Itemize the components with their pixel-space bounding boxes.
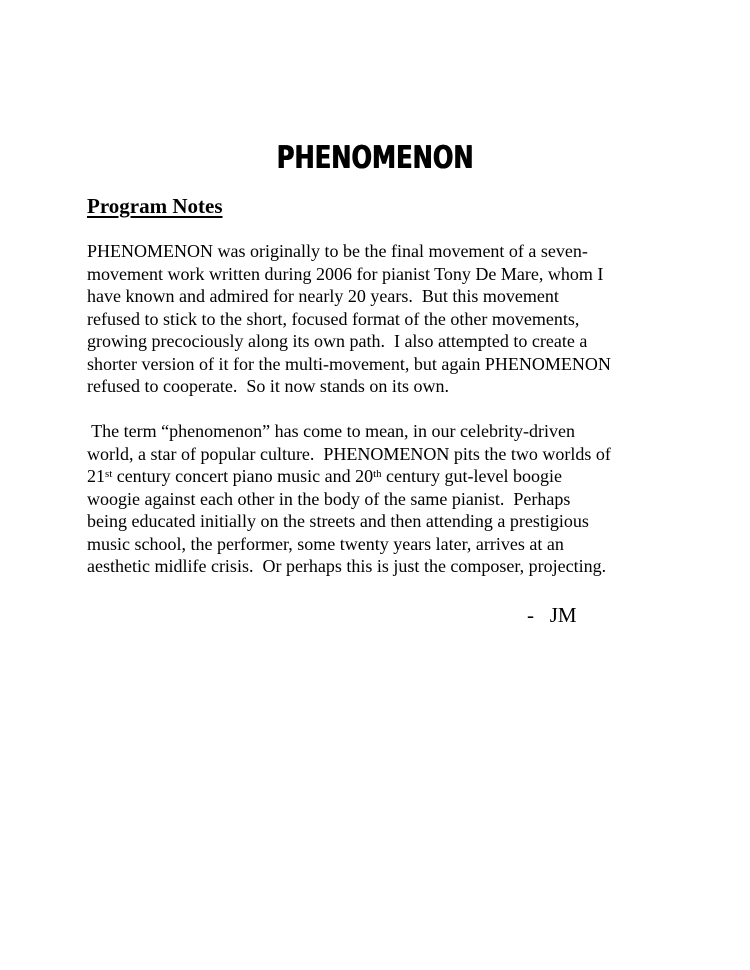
text-line <box>87 443 687 466</box>
text-line <box>87 308 687 331</box>
text-segment: century concert piano music and 20 <box>112 466 374 486</box>
superscript-ordinal: th <box>373 468 382 481</box>
text-segment: The term “phenomenon” has come to mean, in our celebrity-driven <box>87 421 575 441</box>
text-line <box>87 510 687 533</box>
text-segment: movement work written during 2006 for pianist Tony De Mare, whom I <box>87 263 604 284</box>
text-line <box>87 533 687 556</box>
text-line <box>87 375 687 398</box>
text-line <box>87 240 687 263</box>
text-segment: aesthetic midlife crisis. Or perhaps this is just the composer, projecting. <box>87 556 607 576</box>
document-title <box>0 140 750 176</box>
paragraph <box>87 420 687 578</box>
program-notes-heading: Program Notes <box>87 194 223 218</box>
text-segment: shorter version of it for the multi-movement, but again PHENOMENON <box>87 353 611 374</box>
text-line <box>87 465 687 488</box>
document-title-text: PHENOMENON <box>276 140 474 176</box>
document-body <box>87 240 687 578</box>
text-segment: refused to stick to the short, focused format of the other movements, <box>87 308 580 329</box>
text-segment: have known and admired for nearly 20 years. But this movement <box>87 286 559 306</box>
text-line <box>87 488 687 511</box>
text-line <box>87 555 687 578</box>
text-segment: 21 <box>87 466 105 486</box>
text-line <box>87 330 687 353</box>
text-line <box>87 353 687 376</box>
text-segment: world, a star of popular culture. PHENOMENON pits the two worlds of <box>87 443 611 464</box>
text-line <box>87 420 687 443</box>
composer-signature: - JM <box>527 603 577 627</box>
text-segment: growing precociously along its own path. I also attempted to create a <box>87 331 588 351</box>
text-segment: refused to cooperate. So it now stands on its own. <box>87 376 449 396</box>
paragraph <box>87 240 687 398</box>
superscript-ordinal: st <box>105 468 113 481</box>
text-segment: being educated initially on the streets and then attending a prestigious <box>87 511 589 531</box>
text-segment: music school, the performer, some twenty years later, arrives at an <box>87 533 564 554</box>
text-segment: PHENOMENON was originally to be the final movement of a seven- <box>87 241 588 261</box>
text-segment: century gut-level boogie <box>381 466 562 486</box>
text-segment: woogie against each other in the body of the same pianist. Perhaps <box>87 488 571 509</box>
text-line <box>87 285 687 308</box>
text-line <box>87 263 687 286</box>
